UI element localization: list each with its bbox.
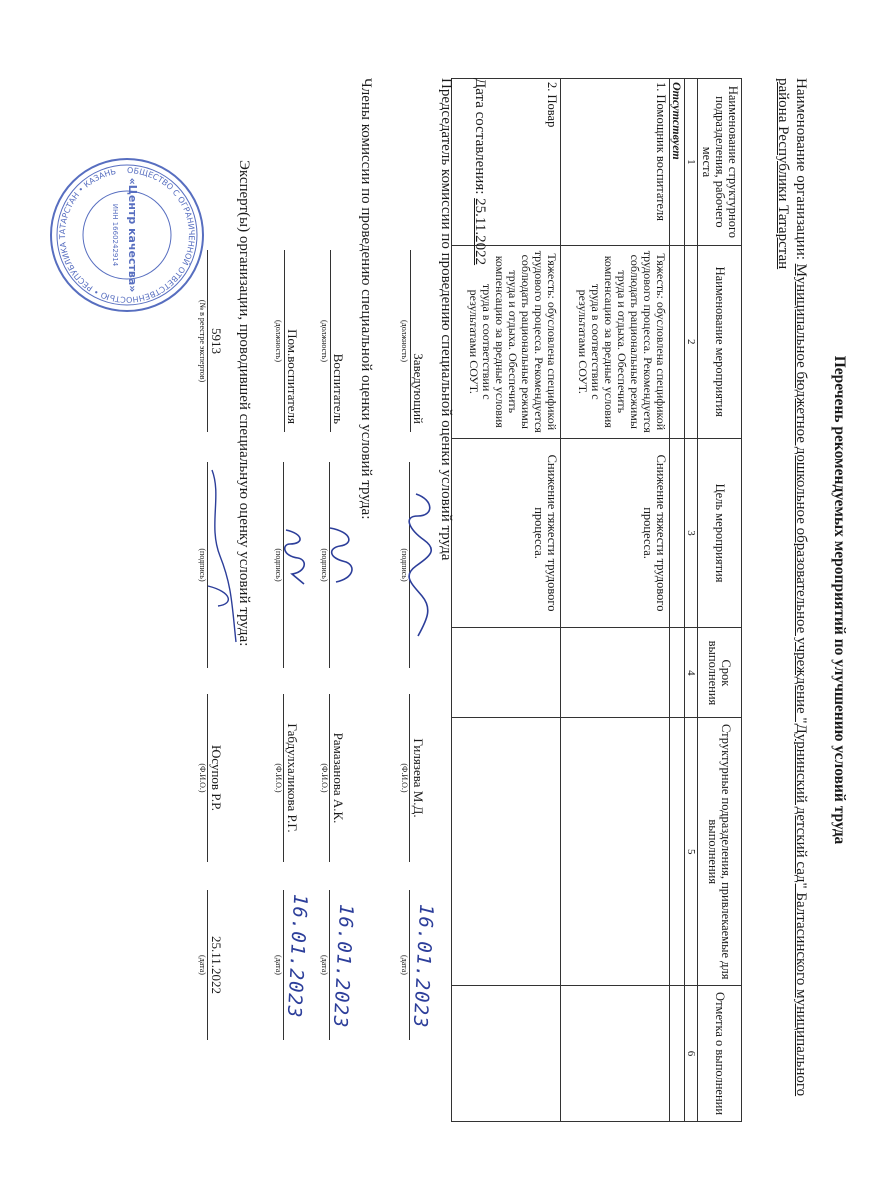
- column-number: 4: [685, 628, 698, 718]
- table-row: [452, 79, 561, 1122]
- organization-name: Муниципальное бюджетное дошкольное образовательное учреждение "Дурнинский детский сад" Балтасинского муниципального района Республики Татарстан: [775, 78, 809, 1097]
- row-term: [452, 628, 561, 718]
- row-place: 1. Помощник воспитателя: [561, 79, 670, 246]
- header-units: Структурные подразделения, привлекаемые для выполнения: [698, 718, 742, 986]
- stamp-center-text: «Центр качества»: [126, 177, 139, 293]
- organization-label: Наименование организации:: [793, 78, 809, 260]
- stamp-ring-text: ОБЩЕСТВО С ОГРАНИЧЕННОЙ ОТВЕТСТВЕННОСТЬЮ • РЕСПУБЛИКА ТАТАРСТАН • КАЗАНЬ: [57, 165, 197, 305]
- chairman-signature: [404, 486, 438, 646]
- caption-signature: (подпись): [400, 548, 409, 582]
- stamp-inn: ИНН 1660242914: [111, 203, 119, 267]
- caption-fio: (Ф.И.О.): [274, 763, 283, 793]
- expert-signature-field: [207, 462, 224, 668]
- column-number: 2: [685, 245, 698, 438]
- compilation-date-line: [471, 78, 488, 265]
- chairman-date-field: [408, 890, 438, 1040]
- caption-position: (должность): [274, 320, 283, 362]
- measures-table: [451, 78, 742, 1122]
- member-signature-field: [283, 462, 300, 668]
- header-term: Срок выполнения: [698, 628, 742, 718]
- row-mark: [561, 986, 670, 1122]
- caption-signature: (подпись): [320, 548, 329, 582]
- chairman-signature-row: [396, 250, 438, 1130]
- document-title: Перечень рекомендуемых мероприятий по улучшению условий труда: [831, 355, 848, 845]
- row-units: [452, 718, 561, 986]
- row-measure: Тяжесть: обусловлена спецификой трудового процесса. Рекомендуется соблюдать рациональные режимы труда и отдыха. Обеспечить компенсацию за вредные условия труда в соответствии с результатами СОУТ.: [561, 245, 670, 438]
- row-measure: Тяжесть: обусловлена спецификой трудового процесса. Рекомендуется соблюдать рациональные режимы труда и отдыха. Обеспечить компенсацию за вредные условия труда в соответствии с результатами СОУТ.: [452, 245, 561, 438]
- organization-line: [774, 78, 810, 1118]
- members-title: Члены комиссии по проведению специальной оценки условий труда:: [358, 78, 374, 520]
- header-measure: Наименование мероприятия: [698, 245, 742, 438]
- column-numbers-row: [685, 79, 698, 1122]
- expert-fio: Юсупов Р.Р.: [207, 694, 224, 862]
- caption-position: (должность): [400, 320, 409, 362]
- caption-signature: (подпись): [198, 548, 207, 582]
- column-number: 1: [685, 79, 698, 246]
- organization-stamp: [47, 155, 207, 315]
- chairman-fio: Гилязева М.Д.: [409, 694, 426, 862]
- caption-fio: (Ф.И.О.): [320, 763, 329, 793]
- caption-date: (дата): [320, 955, 329, 975]
- expert-signature: [202, 466, 242, 646]
- member-signature-row: [270, 250, 312, 1130]
- caption-fio: (Ф.И.О.): [400, 763, 409, 793]
- expert-title: Эксперт(ы) организации, проводившей специальную оценку условий труда:: [236, 160, 252, 647]
- header-aim: Цель мероприятия: [698, 438, 742, 628]
- member-fio: Рамазанова А.К.: [329, 694, 346, 862]
- member-position: Воспитатель: [330, 250, 346, 432]
- member-date: 16.01.2023: [282, 893, 312, 1019]
- compilation-date-value: 25.11.2022: [472, 198, 488, 266]
- member-signature-field: [329, 462, 346, 668]
- header-mark: Отметка о выполнении: [698, 986, 742, 1122]
- caption-date: (дата): [274, 955, 283, 975]
- caption-signature: (подпись): [274, 548, 283, 582]
- column-number: 5: [685, 718, 698, 986]
- caption-date: (дата): [400, 955, 409, 975]
- chairman-signature-field: [409, 462, 426, 668]
- expert-date: 25.11.2022: [207, 890, 224, 1040]
- row-aim: Снижение тяжести трудового процесса.: [561, 438, 670, 628]
- row-units: [561, 718, 670, 986]
- column-number: 6: [685, 986, 698, 1122]
- caption-position: (должность): [320, 320, 329, 362]
- chairman-title: Председатель комиссии по проведению специальной оценки условий труда: [438, 78, 454, 561]
- column-number: 3: [685, 438, 698, 628]
- row-place: 2. Повар: [452, 79, 561, 246]
- row-mark: [452, 986, 561, 1122]
- member-date-field: [282, 890, 312, 1040]
- member-fio: Габдулхаликова Р.Г.: [283, 694, 300, 862]
- header-place: Наименование структурного подразделения, рабочего места: [698, 79, 742, 246]
- row-term: [561, 628, 670, 718]
- table-header-row: [698, 79, 742, 1122]
- expert-signature-row: [194, 250, 224, 1130]
- member-position: Пом.воспитателя: [284, 250, 300, 432]
- row-aim: Снижение тяжести трудового процесса.: [452, 438, 561, 628]
- caption-date: (дата): [198, 955, 207, 975]
- caption-registry: (№ в реестре экспертов): [198, 299, 207, 383]
- member-date: 16.01.2023: [328, 903, 358, 1029]
- compilation-date-label: Дата составления:: [472, 78, 488, 195]
- member-signature-row: [316, 250, 358, 1130]
- chairman-position: Заведующий: [410, 250, 426, 432]
- table-row: [561, 79, 670, 1122]
- absent-row: [670, 79, 685, 1122]
- absent-label: Отсутствует: [670, 79, 685, 246]
- chairman-date: 16.01.2023: [408, 903, 438, 1029]
- member-date-field: [328, 890, 358, 1040]
- caption-fio: (Ф.И.О.): [198, 763, 207, 793]
- expert-registry: 5913: [207, 250, 224, 432]
